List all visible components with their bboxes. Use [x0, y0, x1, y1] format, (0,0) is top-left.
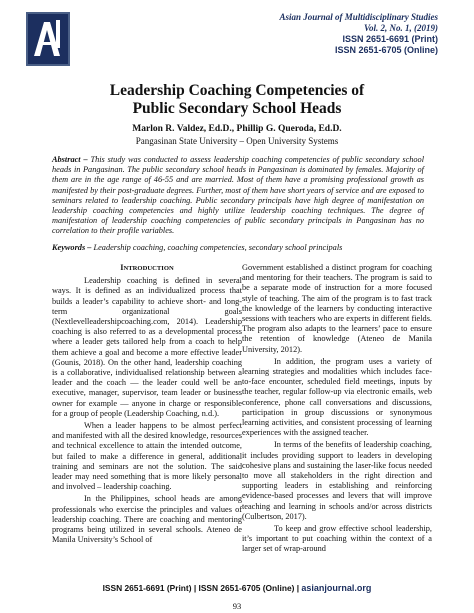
keywords [52, 243, 432, 252]
abstract [52, 155, 424, 237]
left-column [52, 263, 242, 545]
affiliation: Pangasinan State University – Open University Systems [135, 136, 339, 146]
paper-title [0, 82, 474, 118]
issn-print: ISSN 2651-6691 (Print) [342, 34, 438, 44]
keywords-text: Leadership coaching, coaching competencies, secondary school principals [91, 243, 343, 252]
paragraph: When a leader happens to be almost perfect and manifested with all the desired knowledge, resources and technical excellence to attain the intended outcome, but failed to make a difference in general, additional training and seminars are not the solution. The said leader may need something that is more likely personal and involved – leadership coaching. [52, 421, 242, 492]
title-line-2: Public Secondary School Heads [132, 100, 342, 117]
journal-name: Asian Journal of Multidisciplinary Studies [279, 12, 438, 22]
authors: Marlon R. Valdez, Ed.D., Phillip G. Queroda, Ed.D. [132, 124, 342, 134]
journal-header [279, 12, 438, 56]
issn-online: ISSN 2651-6705 (Online) [334, 45, 438, 55]
journal-volume: Vol. 2, No. 1, (2019) [364, 23, 438, 33]
section-heading-rest: NTRODUCTION [123, 265, 174, 272]
paragraph: In addition, the program uses a variety of learning strategies and modalities which includes face-to-face encounter, scheduled field meetings, inputs by the teacher, regular follow-up via electronic emails, web conference, phone call conversations and discussions, participation in group discussions or synonymous learning activities, and consistent processing of learning experiences with the assigned teacher. [242, 356, 432, 438]
paragraph: Leadership coaching is defined in several ways. It is defined as an individualized process that builds a leader’s capability to achieve short- and long-term organizational goals (Nextlevelleadershipcoaching.com, 2014). Leadership coaching is also referred to as a developmental process where a leader gets tailored help from a coach to help them achieve a goal and become a more effective leader (Gounis, 2018). On the other hand, leadership coaching is a collaborative, individualised relationship between a leader and the coach — the leader could well be an executive, manager, supervisor, team leader or business owner for example — anyone in charge or responsible for a group of people (Leadership Coaching, n.d.). [52, 276, 242, 418]
paragraph: To keep and grow effective school leadership, it’s important to put coaching within the context of a larger set of wrap-around [242, 524, 432, 554]
paragraph: In terms of the benefits of leadership coaching, it includes providing support to leaders in developing cohesive plans and sustaining the laser-like focus needed to move all stakeholders in the right direction and supporting leaders in establishing and reinforcing evidence-based processes and levers that will improve teaching and learning in schools and/or across districts (Culbertson, 2017). [242, 440, 432, 521]
journal-logo [26, 12, 70, 66]
abstract-text: This study was conducted to assess leadership coaching competencies of public secondary school heads in Pangasinan. The public secondary school heads in Pangasinan is dominated by females. Majority of them are in the age range of 46-55 and are married. Most of them have a promising professional growth as manifested by their post-graduate degrees. Further, most of them have short years of service and are exposed to seminars related to leadership coaching. Public secondary principals have high degree of manifestation on leadership coaching competencies and highly utilize leadership coaching techniques. The degree of manifestation of leadership coaching competencies of public secondary principals in Pangasinan has no correlation to their profile variables. [52, 155, 425, 236]
keywords-label: Keywords – [52, 243, 92, 252]
abstract-label: Abstract – [52, 155, 88, 164]
footer-issn: ISSN 2651-6691 (Print) | ISSN 2651-6705 (Online) | [102, 583, 302, 593]
right-column [242, 263, 432, 555]
title-line-1: Leadership Coaching Competencies of [109, 82, 365, 99]
footer-site-link[interactable]: asianjournal.org [301, 583, 372, 593]
paragraph: Government established a distinct program for coaching and mentoring for their teachers. The program is said to be a separate mode of instruction for a more focused style of teaching. The aim of the program is to fast track the knowledge of the learners by conducting interactive sessions with teachers who are experts in different fields. The program also adapts to the learners’ pace to ensure the retention of knowledge (Ateneo de Manila University, 2012). [242, 263, 432, 354]
footer [0, 583, 474, 593]
section-heading-initial: I [120, 263, 124, 272]
paragraph: In the Philippines, school heads are among professionals who exercise the principles and values of leadership coaching. There are coaching and mentoring programs being utilized in several schools. Ateneo de Manila University’s School of [52, 494, 242, 545]
page-number: 93 [232, 601, 242, 611]
section-heading [52, 263, 242, 274]
